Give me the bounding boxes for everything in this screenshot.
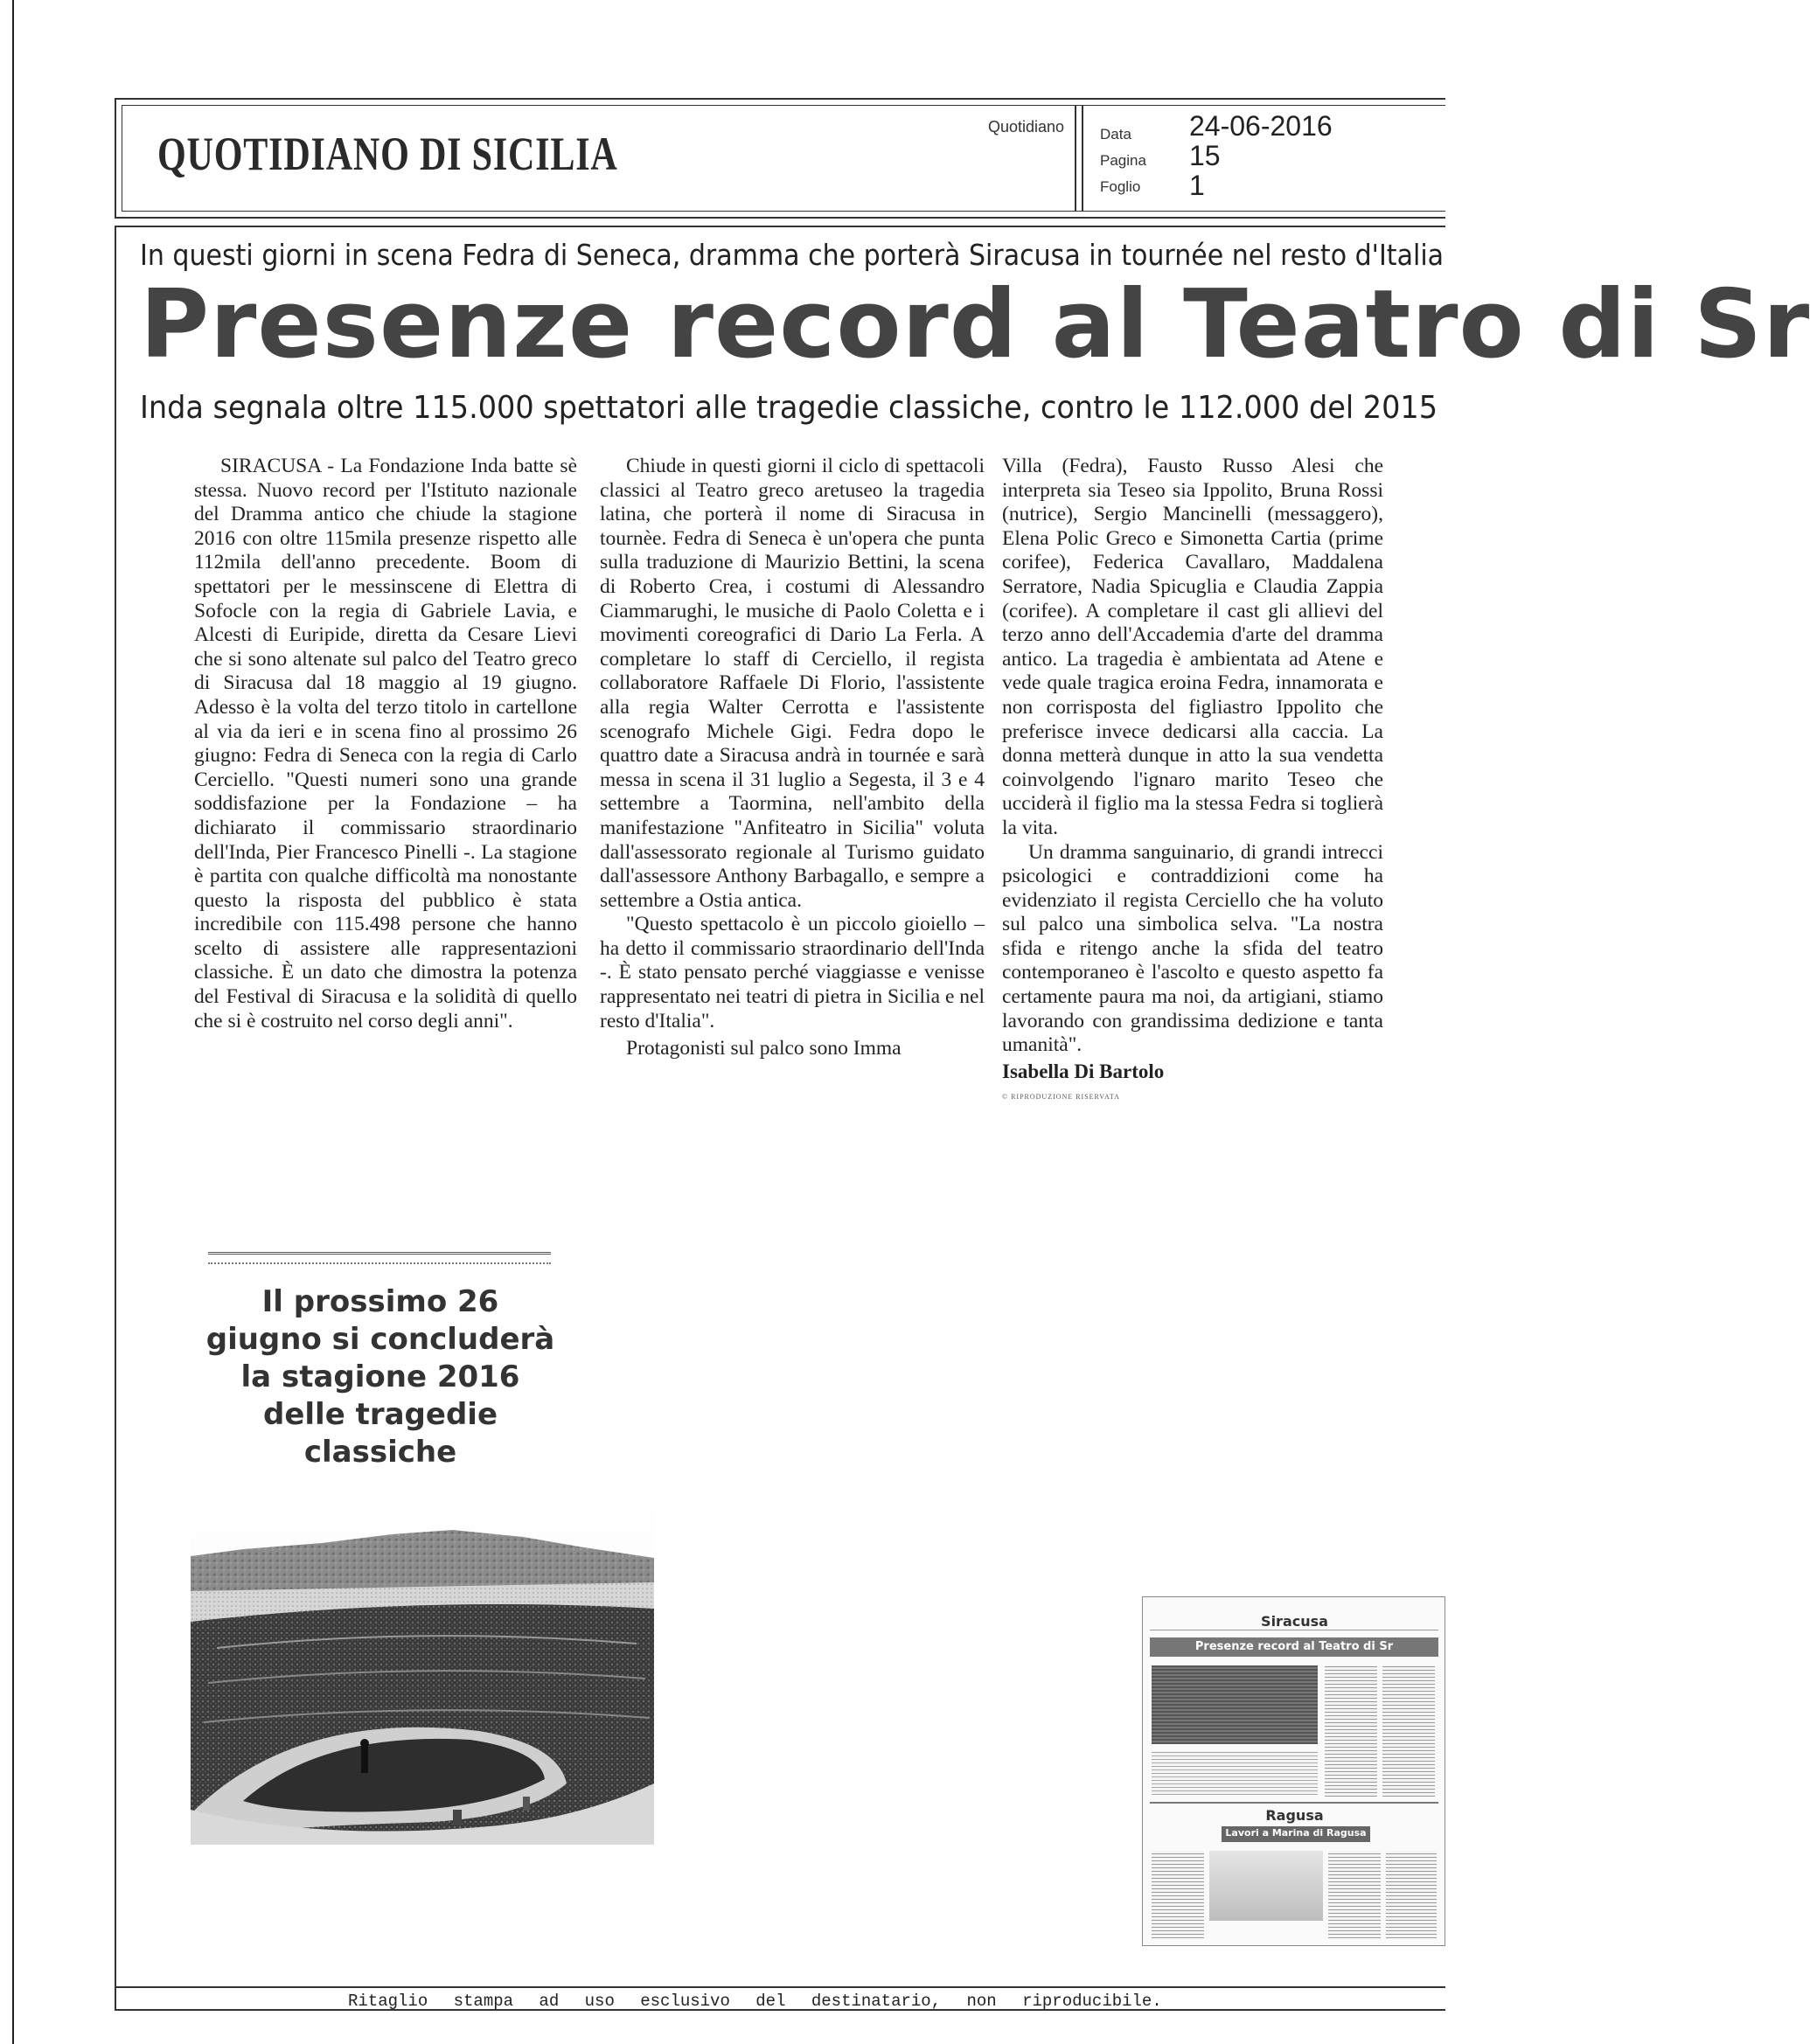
masthead-divider xyxy=(1075,106,1076,211)
copyright-note: © RIPRODUZIONE RISERVATA xyxy=(1002,1093,1120,1102)
pull-quote: Il prossimo 26 giugno si concluderà la stagione 2016 delle tragedie classiche xyxy=(205,1284,555,1470)
date-value: 24-06-2016 xyxy=(1189,110,1333,142)
sheet-value: 1 xyxy=(1189,170,1205,201)
paragraph: Villa (Fedra), Fausto Russo Alesi che interpreta sia Teseo sia Ippolito, Bruna Rossi (nutrice), Sergio Mancinelli (messaggero), Elena Polic Greco e Simonetta Cartia (prime corifee), Federica Cavallaro, Maddalena Serratore, Nadia Spicuglia e Claudia Zappia (corifee). A completare il cast gli allievi del terzo anno dell'Accademia d'arte del dramma antico. La tragedia è ambientata ad Atene e vede quale tragica eroina Fedra, innamorata e non corrisposta del figliastro Ippolito che preferisce invece dedicarsi alla caccia. La donna metterà dunque in atto la sua vendetta coinvolgendo l'ignaro marito Teseo che ucciderà il figlio ma la stessa Fedra si toglierà la vita. xyxy=(1002,455,1383,839)
thumbnail-text-column xyxy=(1325,1665,1377,1797)
paragraph: "Questo spettacolo è un piccolo gioiello – ha detto il commissario straordinario dell'Inda -. È stato pensato perché viaggiasse e venisse rappresentato nei teatri di pietra in Sicilia e nel resto d'Italia". xyxy=(600,913,985,1032)
thumbnail-text-column xyxy=(1328,1851,1381,1938)
article-column-1 xyxy=(194,455,577,1033)
thumbnail-photo xyxy=(1209,1851,1323,1921)
page-value: 15 xyxy=(1189,140,1221,171)
thumbnail-headline: Lavori a Marina di Ragusa xyxy=(1225,1827,1367,1839)
article-column-2 xyxy=(600,455,985,1061)
pull-quote-rules xyxy=(208,1252,551,1264)
paragraph: SIRACUSA - La Fondazione Inda batte sè stessa. Nuovo record per l'Istituto nazionale del Dramma antico che chiude la stagione 2016 con oltre 115mila presenze rispetto alle 112mila dell'anno precedente. Boom di spettatori per le messinscene di Elettra di Sofocle con la regia di Gabriele Lavia, e Alcesti di Euripide, diretta da Cesare Lievi che si sono altenate sul palco del Teatro greco di Siracusa dal 18 maggio al 19 giugno. Adesso è la volta del terzo titolo in cartellone al via da ieri e in scena fino al prossimo 26 giugno: Fedra di Seneca con la regia di Carlo Cerciello. "Questi numeri sono una grande soddisfazione per la Fondazione – ha dichiarato il commissario straordinario dell'Inda, Pier Francesco Pinelli -. La stagione è partita con qualche difficoltà ma nonostante questo la risposta del pubblico è stata incredibile con 115.498 persone che hanno scelto di assistere alle rappresentazioni classiche. È un dato che dimostra la potenza del Festival di Siracusa e la solidità di quello che si è costruito nel corso degli anni". xyxy=(194,455,577,1032)
paragraph: Un dramma sanguinario, di grandi intrecci psicologici e contraddizioni come ha evidenziato il regista Cerciello che ha voluto sul palco una simbolica selva. "La nostra sfida e ritengo anche la sfida del teatro contemporaneo è l'ascolto e questo aspetto fa certamente paura ma noi, da artigiani, stiamo lavorando con grandissima dedizione e tanta umanità". xyxy=(1002,840,1383,1057)
article-column-3 xyxy=(1002,455,1383,1109)
theatre-photo-image xyxy=(191,1495,654,1845)
sheet-label: Foglio xyxy=(1100,178,1141,195)
paragraph: Chiude in questi giorni il ciclo di spettacoli classici al Teatro greco aretuseo la tragedia latina, che porterà il nome di Siracusa in tournèe. Fedra di Seneca è un'opera che punta sulla traduzione di Maurizio Bettini, la scena di Roberto Crea, i costumi di Alessandro Ciammarughi, le musiche di Paolo Coletta e i movimenti coreografici di Dario La Ferla. A completare lo staff di Cerciello, il regista collaboratore Raffaele Di Florio, l'assistente alla regia Walter Cerrotta e l'assistente scenografo Michele Gigi. Fedra dopo le quattro date a Siracusa andrà in tournée e sarà messa in scena il 31 luglio a Segesta, il 3 e 4 settembre a Taormina, nell'ambito della manifestazione "Anfiteatro in Sicilia" voluta dall'assessorato regionale al Turismo guidato dall'assessore Anthony Barbagallo, e sempre a settembre a Ostia antica. xyxy=(600,455,985,912)
page-edge-rule xyxy=(12,0,14,2044)
meta-values xyxy=(1189,111,1333,200)
page-thumbnail xyxy=(1142,1596,1445,1946)
theatre-photo xyxy=(191,1495,654,1845)
paragraph: Protagonisti sul palco sono Imma xyxy=(626,1037,902,1060)
thumbnail-headline: Presenze record al Teatro di Sr xyxy=(1194,1640,1394,1653)
thumbnail-text-column xyxy=(1152,1851,1204,1938)
thumbnail-text-column xyxy=(1382,1665,1435,1797)
article-subheadline: Inda segnala oltre 115.000 spettatori alle tragedie classiche, contro le 112.000 del 2015 xyxy=(140,390,1438,426)
article-headline: Presenze record al Teatro di Sr xyxy=(140,270,1810,379)
thumbnail-text-column xyxy=(1152,1751,1318,1795)
page-label: Pagina xyxy=(1100,152,1146,169)
thumbnail-divider xyxy=(1150,1802,1438,1804)
date-label: Data xyxy=(1100,126,1131,143)
masthead-divider xyxy=(1082,106,1083,211)
publication-type-label: Quotidiano xyxy=(988,118,1065,136)
article-kicker: In questi giorni in scena Fedra di Seneca, dramma che porterà Siracusa in tournée nel resto d'Italia xyxy=(140,238,1445,272)
thumbnail-photo xyxy=(1152,1665,1318,1744)
footer-notice: Ritaglio stampa ad uso esclusivo del destinatario, non riproducibile. xyxy=(348,1992,1162,2011)
publication-name: QUOTIDIANO DI SICILIA xyxy=(157,128,618,180)
thumbnail-section-title: Siracusa xyxy=(1261,1613,1328,1630)
author-byline: Isabella Di Bartolo xyxy=(1002,1060,1165,1082)
thumbnail-section-title: Ragusa xyxy=(1265,1807,1324,1824)
meta-labels xyxy=(1100,122,1146,200)
masthead-inner-frame xyxy=(122,105,1445,212)
masthead-box xyxy=(115,98,1445,219)
thumbnail-text-column xyxy=(1386,1851,1437,1938)
